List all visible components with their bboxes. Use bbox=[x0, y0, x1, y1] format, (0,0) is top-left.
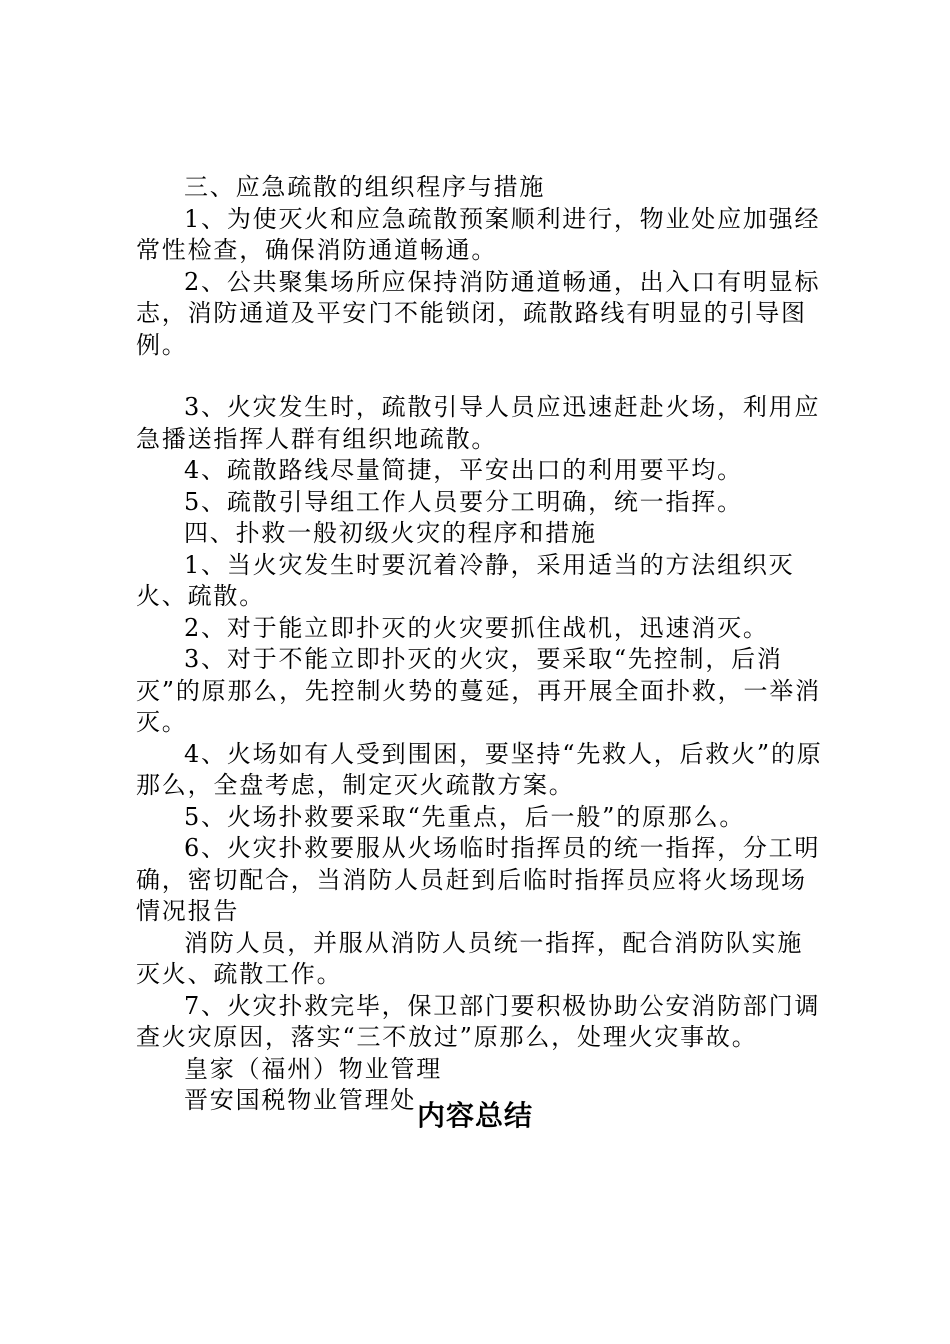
summary-heading: 内容总结 bbox=[416, 1099, 533, 1132]
document-body bbox=[136, 172, 826, 1117]
section-heading-evacuation: 三、应急疏散的组织程序与措施 bbox=[184, 173, 546, 201]
paragraph-firefighting-7: 7、火灾扑救完毕，保卫部门要积极协助公安消防部门调查火灾原因，落实“三不放过”原那么，处理火灾事故。 bbox=[136, 991, 821, 1051]
paragraph-firefighting-1: 1、当火灾发生时要沉着冷静，采用适当的方法组织灭火、疏散。 bbox=[136, 550, 795, 610]
section-heading-firefighting: 四、扑救一般初级火灾的程序和措施 bbox=[184, 519, 597, 547]
paragraph-firefighting-2: 2、对于能立即扑灭的火灾要抓住战机，迅速消灭。 bbox=[184, 613, 769, 642]
paragraph-firefighting-5: 5、火场扑救要采取“先重点，后一般”的原那么。 bbox=[184, 802, 746, 831]
paragraph-evacuation-2: 2、公共聚集场所应保持消防通道畅通，出入口有明显标志，消防通道及平安门不能锁闭，疏散路线有明显的引导图例。 bbox=[136, 267, 821, 359]
signature-office: 晋安国税物业管理处 bbox=[184, 1086, 417, 1114]
paragraph-firefighting-6: 6、火灾扑救要服从火场临时指挥员的统一指挥，分工明确，密切配合，当消防人员赶到后临时指挥员应将火场现场情况报告 bbox=[136, 834, 821, 925]
paragraph-firefighting-4: 4、火场如有人受到围困，要坚持“先救人，后救火”的原那么，全盘考虑，制定灭火疏散方案。 bbox=[136, 739, 823, 799]
paragraph-evacuation-5: 5、疏散引导组工作人员要分工明确，统一指挥。 bbox=[184, 487, 743, 516]
paragraph-firefighting-3: 3、对于不能立即扑灭的火灾，要采取“先控制，后消灭”的原那么，先控制火势的蔓延，再开展全面扑救，一举消灭。 bbox=[136, 645, 821, 736]
paragraph-firefighting-6-continued: 消防人员，并服从消防人员统一指挥，配合消防队实施灭火、疏散工作。 bbox=[136, 928, 804, 988]
paragraph-evacuation-3: 3、火灾发生时，疏散引导人员应迅速赶赴火场，利用应急播送指挥人群有组织地疏散。 bbox=[136, 393, 821, 453]
paragraph-evacuation-4: 4、疏散路线尽量简捷，平安出口的利用要平均。 bbox=[184, 456, 743, 484]
paragraph-evacuation-1: 1、为使灭火和应急疏散预案顺利进行，物业处应加强经常性检查，确保消防通道畅通。 bbox=[136, 204, 821, 264]
signature-company: 皇家（福州）物业管理 bbox=[184, 1054, 442, 1083]
